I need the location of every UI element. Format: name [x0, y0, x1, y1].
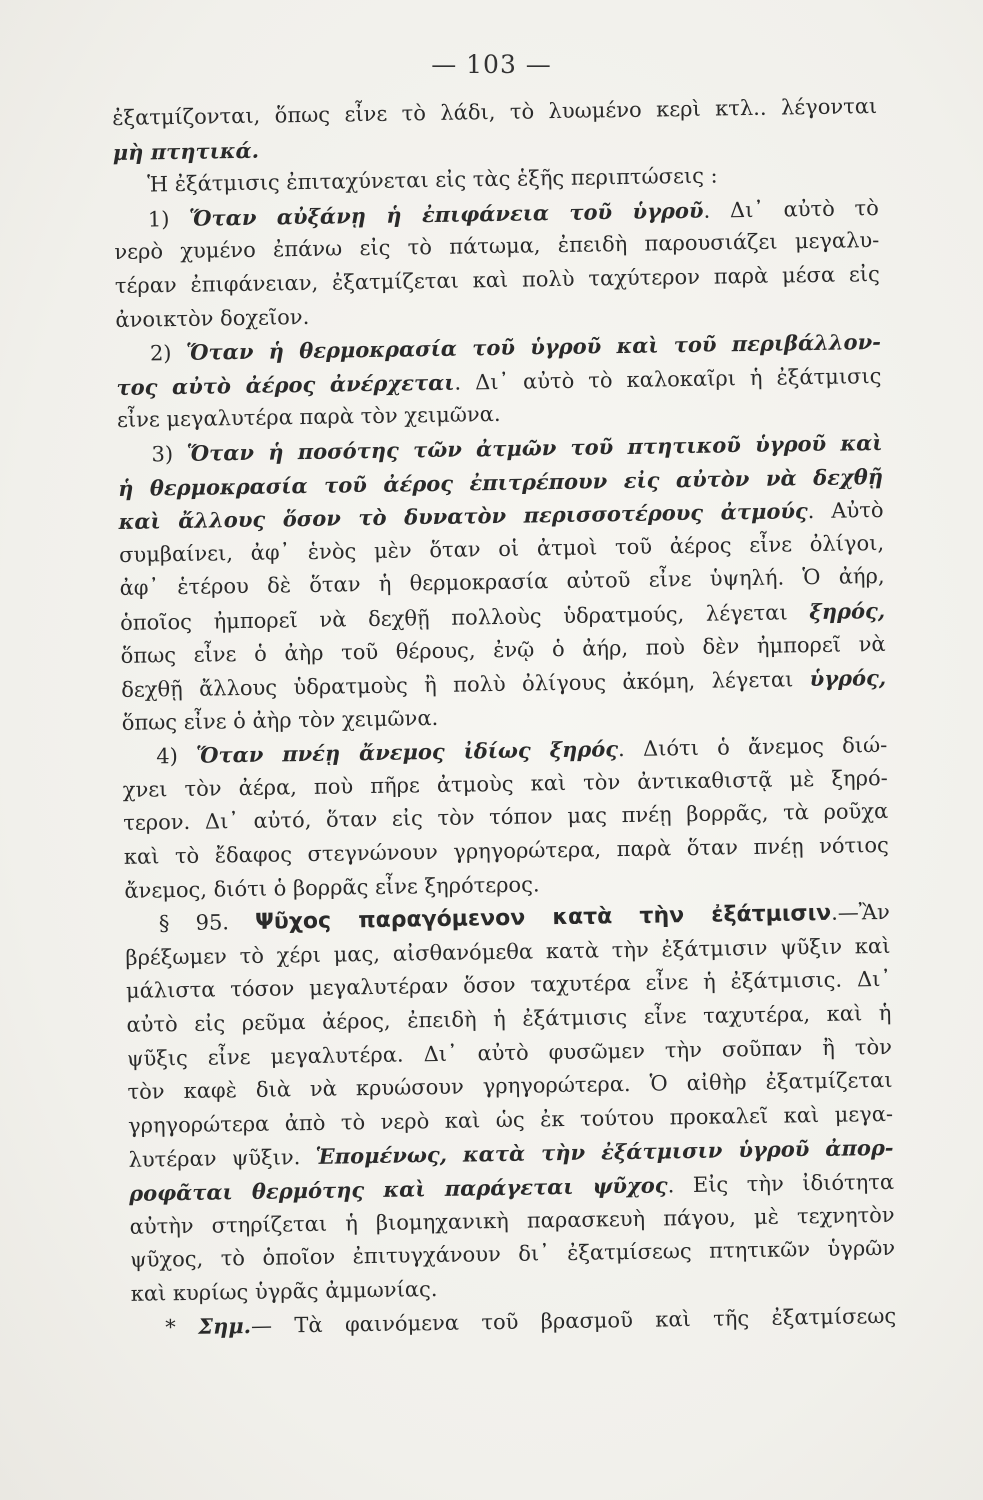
emphasized-text: τος αὐτὸ ἀέρος ἀνέρχεται: [116, 369, 455, 400]
text-run: ὁποῖος ἠμπορεῖ νὰ δεχθῇ πολλοὺς ὑδρατμούς, λέγεται: [119, 600, 810, 635]
text-run: αὐτὴν στηρίζεται ἡ βιομηχανικὴ παρασκευὴ πάγου, μὲ τεχνητὸν: [129, 1202, 895, 1239]
text-run: . Δι᾿ αὐτὸ τὸ: [703, 195, 879, 223]
text-run: χνει τὸν ἀέρα, ποὺ πῆρε ἀτμοὺς καὶ τὸν ἀντικαθιστᾷ μὲ ξηρό-: [122, 765, 888, 802]
emphasized-text: Ὅταν ἡ θερμοκρασία τοῦ ὑγροῦ καὶ τοῦ περιβάλλον-: [185, 329, 882, 366]
text-run: ἄνεμος, διότι ὁ βορρᾶς εἶνε ξηρότερος.: [124, 872, 540, 903]
text-run: 1): [147, 206, 190, 232]
text-run: ἀφ᾿ ἑτέρου δὲ ὅταν ἡ θερμοκρασία αὐτοῦ εἶνε ὑψηλή. Ὁ ἀήρ,: [119, 564, 885, 601]
text-run: . Διότι ὁ ἄνεμος διώ-: [617, 733, 888, 762]
text-run: ὅπως εἶνε ὁ ἀὴρ τὸν χειμῶνα.: [121, 705, 439, 735]
text-run: ἀνοικτὸν δοχεῖον.: [115, 304, 310, 332]
emphasized-text: ὑγρός,: [809, 665, 887, 692]
text-run: § 95.: [158, 910, 256, 936]
text-run: λυτέραν ψῦξιν.: [128, 1145, 316, 1173]
text-run: . Εἰς τὴν ἰδιότητα: [667, 1169, 895, 1198]
body-text: [112, 90, 896, 1345]
emphasized-text: ἡ θερμοκρασία τοῦ ἀέρος ἐπιτρέπουν εἰς αὐτὸν νὰ δεχθῇ: [117, 463, 884, 501]
text-run: . Αὐτὸ: [807, 498, 884, 524]
text-run: τερον. Δι᾿ αὐτό, ὅταν εἰς τὸν τόπον μας πνέῃ βορρᾶς, τὰ ροῦχα: [123, 799, 889, 836]
text-run: 4): [156, 744, 197, 769]
emphasized-text: Ὅταν ἡ ποσότης τῶν ἀτμῶν τοῦ πτητικοῦ ὑγροῦ καὶ: [186, 429, 883, 466]
emphasized-text: μὴ πτητικά.: [112, 137, 260, 165]
text-run: 3): [151, 441, 187, 467]
text-run: τὸν καφὲ διὰ νὰ κρυώσουν γρηγορώτερα. Ὁ αἰθὴρ ἐξατμίζεται: [127, 1068, 893, 1105]
text-run: ψῦξις εἶνε μεγαλυτέρα. Δι᾿ αὐτὸ φυσῶμεν τὴν σοῦπαν ἢ τὸν: [126, 1034, 893, 1071]
text-run: εἶνε μεγαλυτέρα παρὰ τὸν χειμῶνα.: [116, 402, 501, 433]
text-run: ἐξατμίζονται, ὅπως εἶνε τὸ λάδι, τὸ λυωμένο κερὶ κτλ.. λέγονται: [112, 93, 878, 130]
text-run: βρέξωμεν τὸ χέρι μας, αἰσθανόμεθα κατὰ τὴν ἐξάτμισιν ψῦξιν καὶ: [125, 933, 891, 970]
text-run: — Τὰ φαινόμενα τοῦ βρασμοῦ καὶ τῆς ἐξατμίσεως: [250, 1304, 897, 1339]
emphasized-text: ροφᾶται θερμότης καὶ παράγεται ψῦχος: [128, 1172, 668, 1206]
text-run: ψῦχος, τὸ ὁποῖον ἐπιτυγχάνουν δι᾿ ἐξατμίσεως πτητικῶν ὑγρῶν: [130, 1236, 896, 1273]
emphasized-text: Ὅταν αὐξάνῃ ἡ ἐπιφάνεια τοῦ ὑγροῦ: [188, 197, 704, 231]
text-run: δεχθῇ ἄλλους ὑδρατμοὺς ἢ πολὺ ὀλίγους ἀκόμη, λέγεται: [121, 667, 810, 703]
text-run: . Δι᾿ αὐτὸ τὸ καλοκαῖρι ἡ ἐξάτμισις: [454, 363, 882, 395]
emphasized-text: Ἑπομένως, κατὰ τὴν ἐξάτμισιν ὑγροῦ ἀπορ-: [315, 1135, 894, 1170]
text-run: αὐτὸ εἰς ρεῦμα ἀέρος, ἐπειδὴ ἡ ἐξάτμισις εἶνε ταχυτέρα, καὶ ἡ: [126, 1000, 892, 1037]
text-run: νερὸ χυμένο ἐπάνω εἰς τὸ πάτωμα, ἐπειδὴ παρουσιάζει μεγαλυ-: [114, 228, 880, 265]
text-run: *: [165, 1315, 199, 1340]
text-run: συμβαίνει, ἀφ᾿ ἑνὸς μὲν ὅταν οἱ ἀτμοὶ τοῦ ἀέρος εἶνε ὀλίγοι,: [118, 530, 885, 567]
text-run: 2): [149, 341, 187, 366]
text-run: .—Ἂν: [830, 900, 891, 926]
text-run: μάλιστα τόσον μεγαλυτέραν ὅσον ταχυτέρα εἶνε ἡ ἐξάτμισις. Δι᾿: [125, 967, 892, 1004]
emphasized-text: ξηρός,: [809, 597, 886, 625]
text-run: τέραν ἐπιφάνειαν, ἐξατμίζεται καὶ πολὺ ταχύτερον παρὰ μέσα εἰς: [114, 261, 880, 298]
text-run: καὶ τὸ ἔδαφος στεγνώνουν γρηγορώτερα, παρὰ ὅταν πνέῃ νότιος: [123, 832, 889, 869]
text-run: Ἡ ἐξάτμισις ἐπιταχύνεται εἰς τὰς ἑξῆς περιπτώσεις :: [147, 163, 718, 197]
section-heading: Ψῦχος παραγόμενον κατὰ τὴν ἐξάτμισιν: [254, 901, 832, 936]
text-run: ὅπως εἶνε ὁ ἀὴρ τοῦ θέρους, ἐνῷ ὁ ἀήρ, ποὺ δὲν ἠμπορεῖ νὰ: [120, 631, 886, 668]
emphasized-text: Ὅταν πνέῃ ἄνεμος ἰδίως ξηρός: [195, 736, 619, 769]
text-run: γρηγορώτερα ἀπὸ τὸ νερὸ καὶ ὡς ἐκ τούτου προκαλεῖ καὶ μεγα-: [127, 1101, 894, 1138]
text-run: καὶ κυρίως ὑγρᾶς ἀμμωνίας.: [130, 1276, 438, 1306]
page-number: — 103 —: [431, 50, 552, 79]
emphasized-text: Σημ.: [197, 1313, 252, 1340]
emphasized-text: καὶ ἄλλους ὅσον τὸ δυνατὸν περισσοτέρους ἀτμούς: [118, 498, 808, 535]
